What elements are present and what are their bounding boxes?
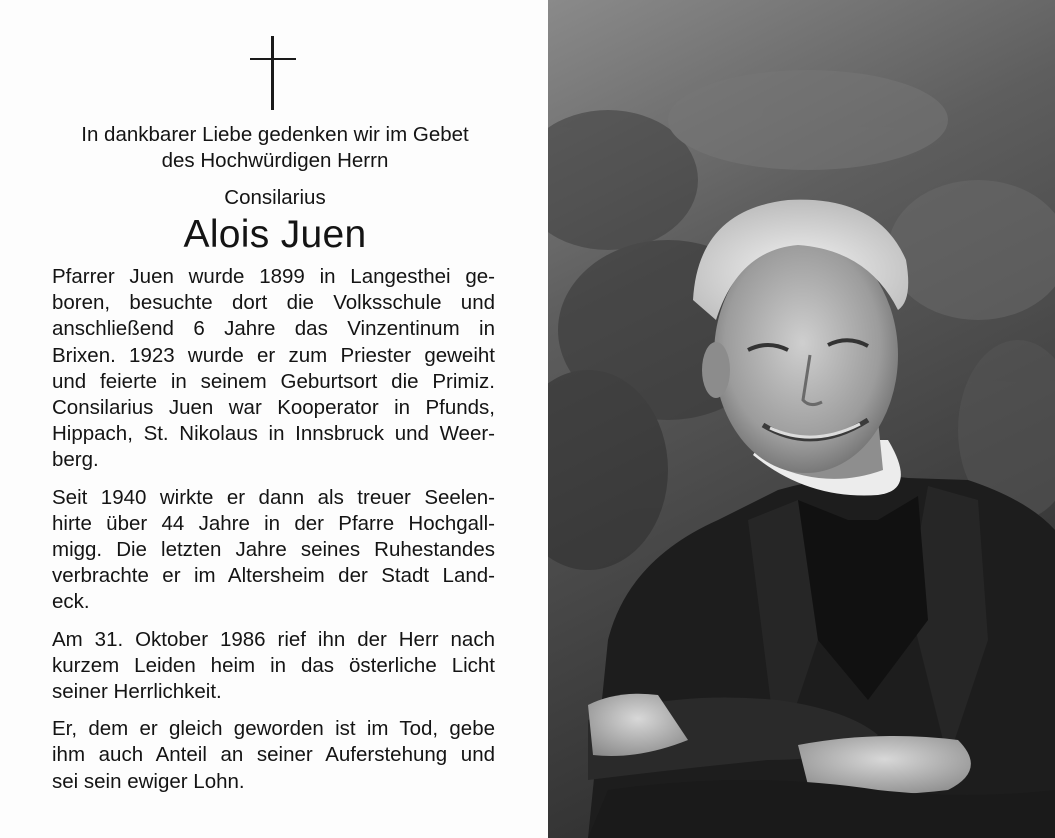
cross-icon (250, 36, 296, 110)
paragraph (52, 716, 495, 795)
text-line: verbrachte er im Altersheim der Stadt Land- (52, 564, 495, 588)
deceased-name: Alois Juen (183, 213, 367, 256)
paragraph (52, 627, 495, 706)
paragraph (52, 264, 495, 474)
text-line: migg. Die letzten Jahre seines Ruhestandes (52, 538, 495, 562)
text-line: kurzem Leiden heim in das österliche Licht (52, 653, 495, 677)
portrait-illustration (548, 0, 1055, 838)
text-line: anschließend 6 Jahre das Vinzentinum in (52, 317, 495, 341)
text-line: und feierte in seinem Geburtsort die Primiz. (52, 369, 495, 393)
text-line: berg. (52, 448, 99, 472)
text-line: hirte über 44 Jahre in der Pfarre Hochgall- (52, 511, 495, 535)
text-line: sei sein ewiger Lohn. (52, 769, 245, 793)
paragraph (52, 485, 495, 616)
text-line: Brixen. 1923 wurde er zum Priester geweiht (52, 343, 495, 367)
text-line: Er, dem er gleich geworden ist im Tod, gebe (52, 717, 495, 741)
intro-text (30, 122, 520, 174)
honorific-title: Consilarius (224, 186, 326, 209)
text-line: Consilarius Juen war Kooperator in Pfunds, (52, 396, 495, 420)
text-line: ihm auch Anteil an seiner Auferstehung und (52, 743, 495, 767)
text-line: boren, besuchte dort die Volksschule und (52, 291, 495, 315)
text-line: eck. (52, 590, 90, 614)
text-line: Am 31. Oktober 1986 rief ihn der Herr nach (52, 627, 495, 651)
intro-line: des Hochwürdigen Herrn (161, 149, 389, 172)
text-line: seiner Herrlichkeit. (52, 680, 222, 704)
text-line: Seit 1940 wirkte er dann als treuer Seelen- (52, 485, 495, 509)
portrait-photo (548, 0, 1055, 838)
text-line: Pfarrer Juen wurde 1899 in Langesthei ge- (52, 265, 495, 288)
text-line: Hippach, St. Nikolaus in Innsbruck und Weer- (52, 422, 495, 446)
intro-line: In dankbarer Liebe gedenken wir im Gebet (81, 123, 469, 146)
biography-text (52, 264, 495, 806)
